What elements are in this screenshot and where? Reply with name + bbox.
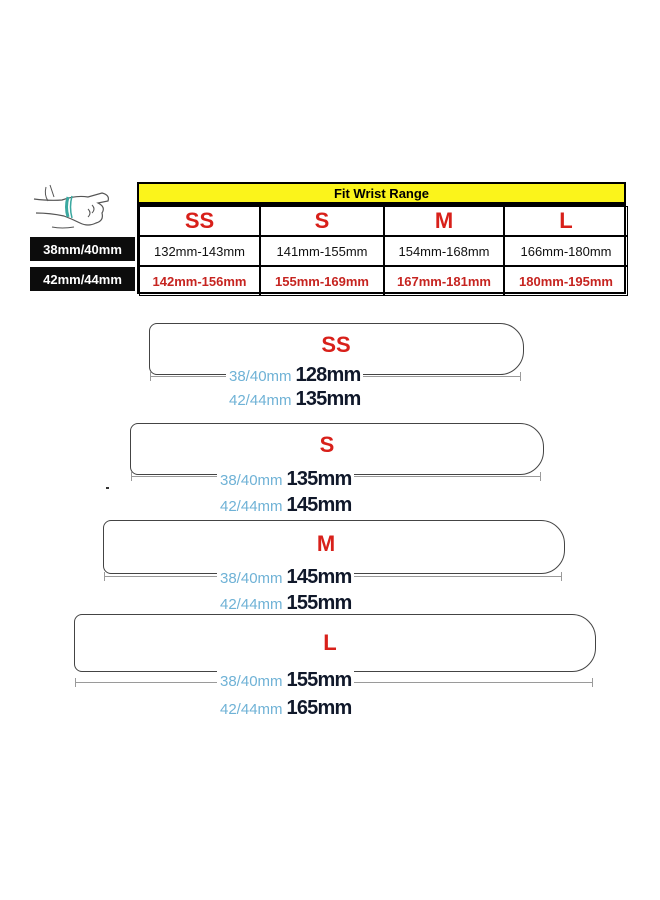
case-size-label: 42/44mm xyxy=(220,498,283,515)
band-length-small-ss xyxy=(226,364,363,387)
wrist-measure-icon xyxy=(32,183,114,233)
case-size-label: 42/44mm xyxy=(220,596,283,613)
range-cell: 132mm-143mm xyxy=(139,236,260,266)
size-header-l: L xyxy=(504,206,628,236)
band-length-large-s xyxy=(217,494,354,517)
band-length-small-m xyxy=(217,566,354,589)
row-label-small-case: 38mm/40mm xyxy=(30,237,135,261)
row-label-large-case: 42mm/44mm xyxy=(30,267,135,291)
case-size-label: 42/44mm xyxy=(229,392,292,409)
range-cell: 142mm-156mm xyxy=(139,266,260,296)
range-cell: 167mm-181mm xyxy=(384,266,504,296)
case-size-label: 38/40mm xyxy=(220,472,283,489)
band-length-value: 145mm xyxy=(286,494,352,516)
band-length-value: 145mm xyxy=(286,566,352,588)
band-size-label-ss: SS xyxy=(321,332,351,357)
size-header-ss: SS xyxy=(139,206,260,236)
case-size-label: 38/40mm xyxy=(220,673,283,690)
range-cell: 166mm-180mm xyxy=(504,236,628,266)
stray-mark xyxy=(106,487,109,489)
band-size-label-m: M xyxy=(316,531,336,556)
band-length-large-m xyxy=(217,592,354,615)
case-size-label: 38/40mm xyxy=(229,368,292,385)
band-length-value: 155mm xyxy=(286,592,352,614)
range-cell: 154mm-168mm xyxy=(384,236,504,266)
case-size-label: 42/44mm xyxy=(220,701,283,718)
band-length-large-ss xyxy=(226,388,363,411)
size-table xyxy=(137,204,626,294)
band-size-label-l: L xyxy=(323,630,337,655)
band-length-small-l xyxy=(217,669,354,692)
range-cell: 141mm-155mm xyxy=(260,236,384,266)
fit-wrist-range-header: Fit Wrist Range xyxy=(137,182,626,204)
size-header-m: M xyxy=(384,206,504,236)
band-length-value: 155mm xyxy=(286,669,352,691)
band-size-label-s: S xyxy=(319,432,335,457)
size-header-s: S xyxy=(260,206,384,236)
band-length-value: 165mm xyxy=(286,697,352,719)
band-length-small-s xyxy=(217,468,354,491)
band-length-large-l xyxy=(217,697,354,720)
band-length-value: 128mm xyxy=(295,364,361,386)
band-length-value: 135mm xyxy=(286,468,352,490)
range-cell: 155mm-169mm xyxy=(260,266,384,296)
band-length-value: 135mm xyxy=(295,388,361,410)
case-size-label: 38/40mm xyxy=(220,570,283,587)
range-cell: 180mm-195mm xyxy=(504,266,628,296)
